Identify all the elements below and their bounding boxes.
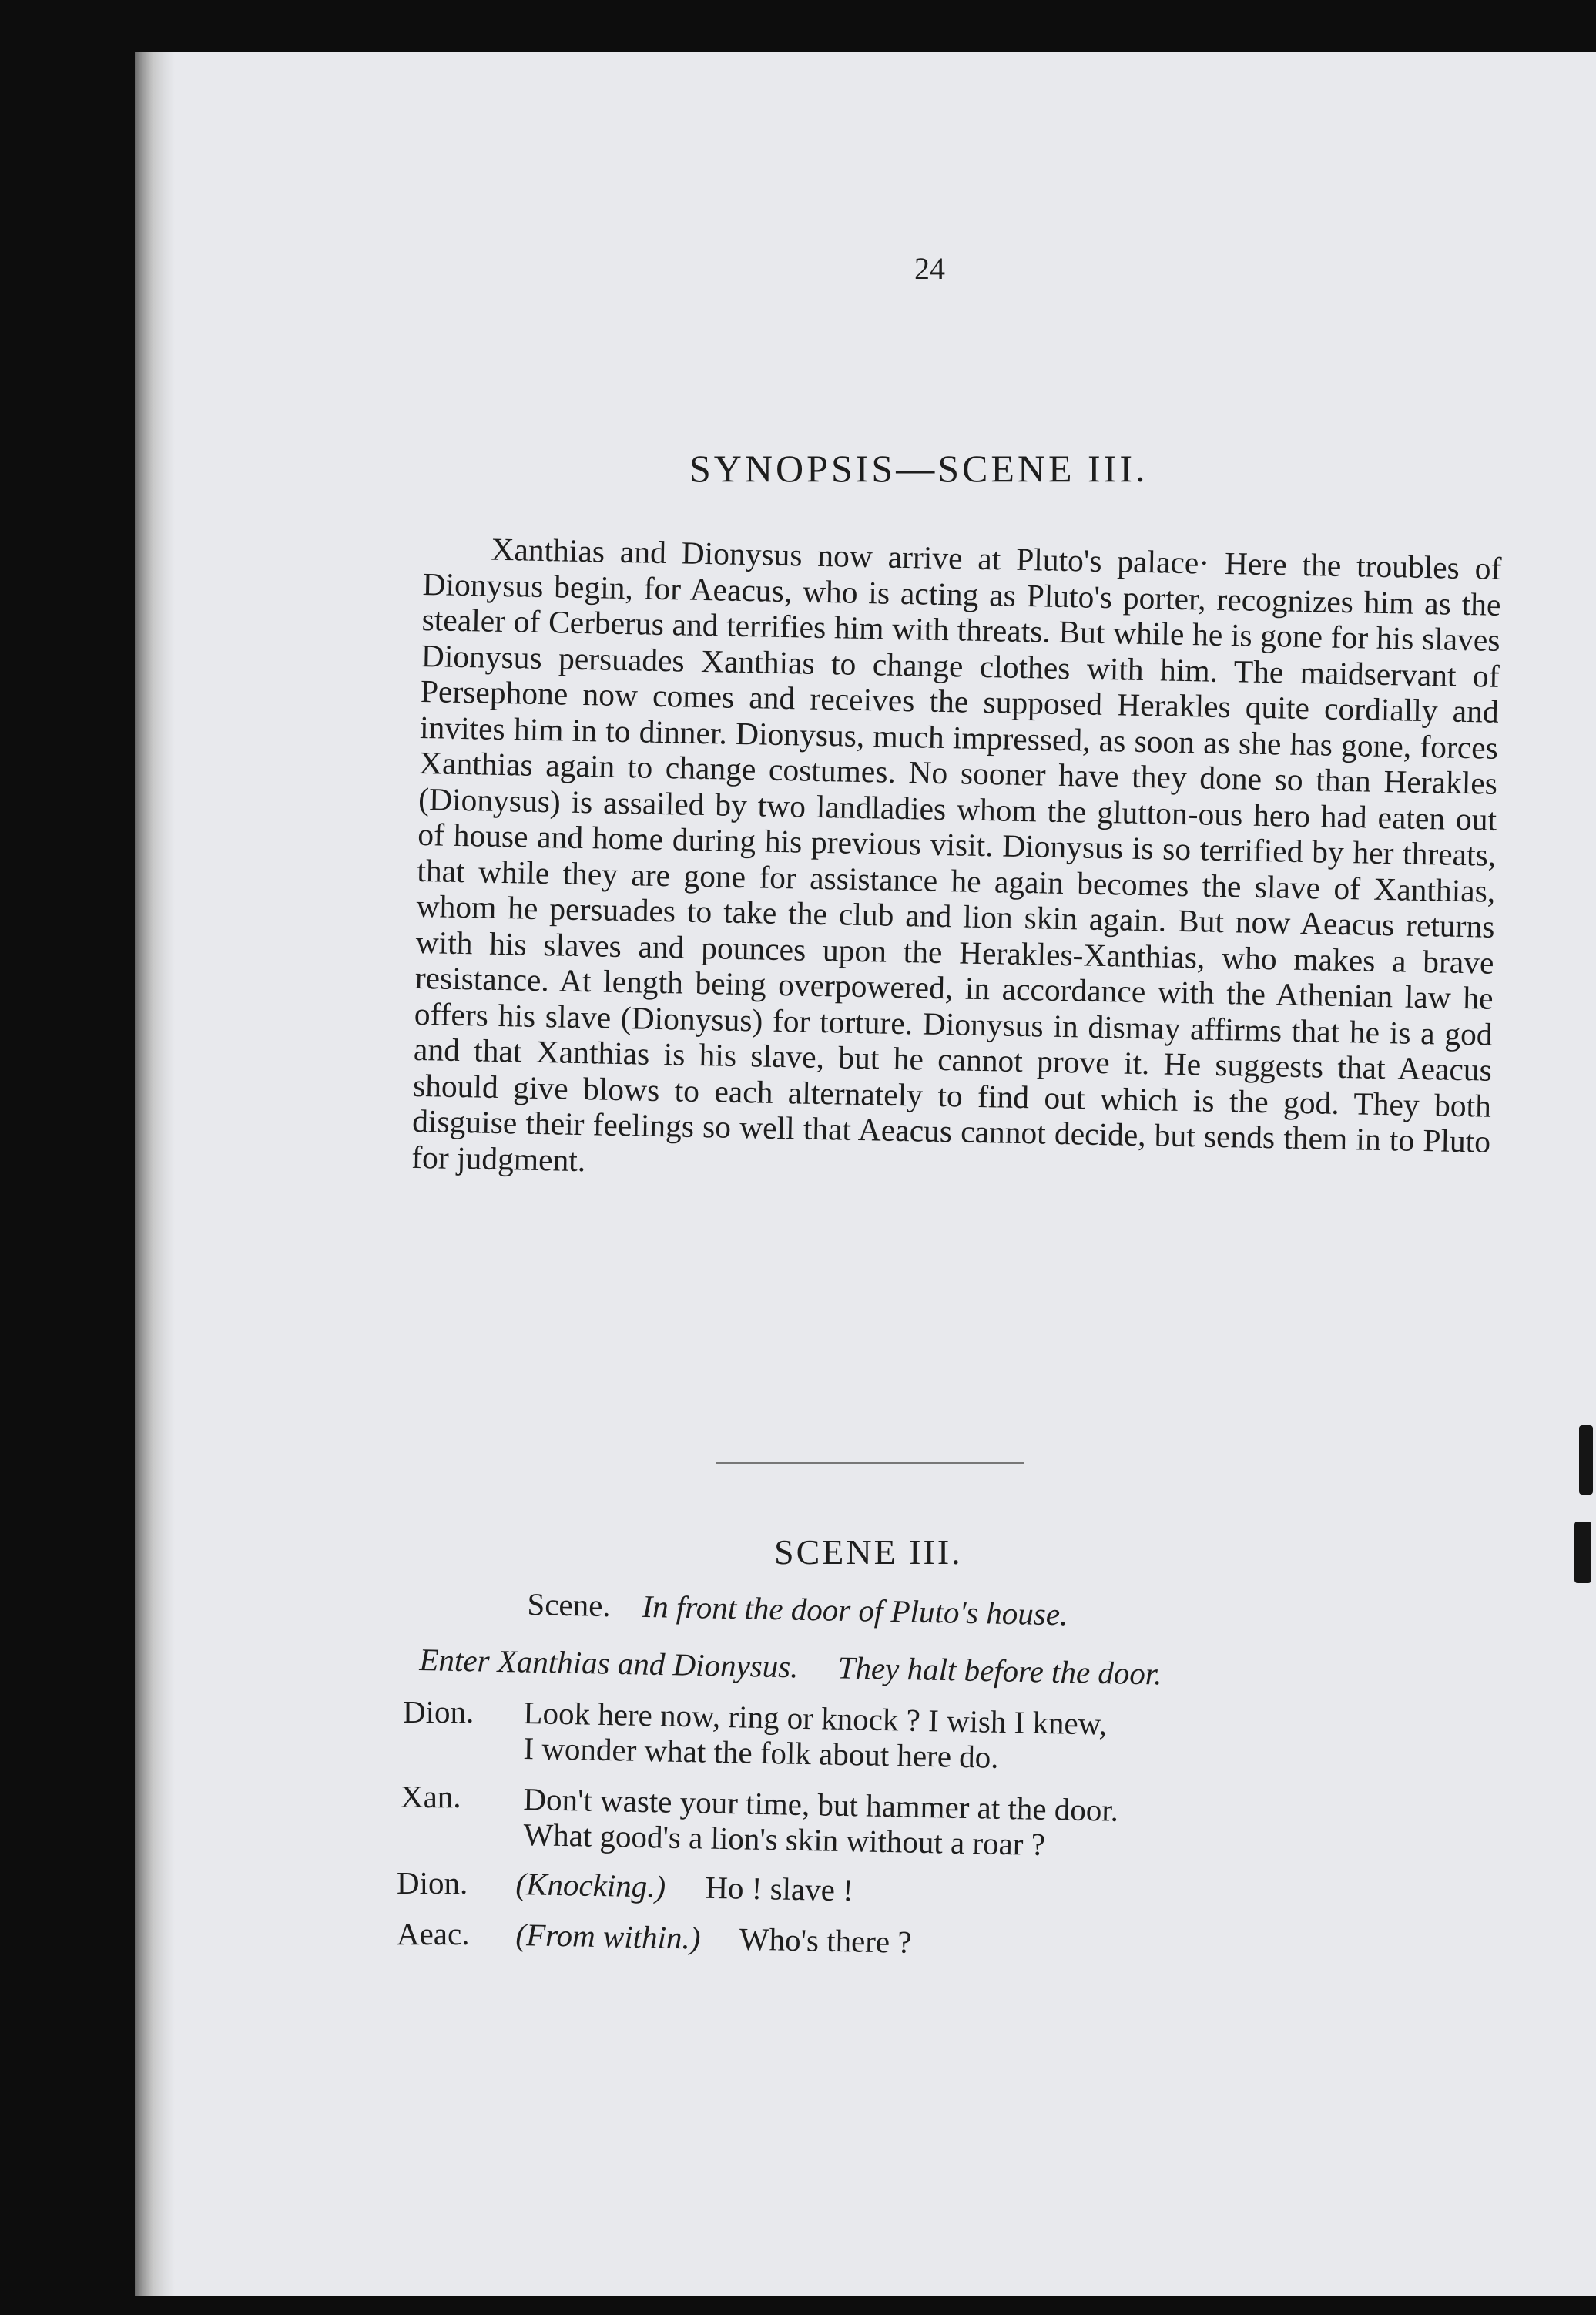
speaker-xanthias: Xan. xyxy=(401,1779,461,1814)
scene-setting xyxy=(527,1585,1068,1632)
entrance-text: Enter Xanthias and Dionysus. xyxy=(419,1641,799,1685)
dialogue-line xyxy=(515,1866,853,1907)
stage-direction: (From within.) xyxy=(515,1917,701,1956)
speaker-dionysus: Dion. xyxy=(403,1694,474,1730)
stage-direction: (Knocking.) xyxy=(515,1866,666,1904)
dialogue-line: Look here now, ring or knock ? I wish I knew, xyxy=(523,1695,1108,1742)
speaker-aeacus: Aeac. xyxy=(397,1916,470,1951)
dialogue-line: Don't waste your time, but hammer at the door. xyxy=(523,1781,1119,1828)
dialogue-line: I wonder what the folk about here do. xyxy=(523,1730,999,1775)
scan-smudge xyxy=(1574,1522,1591,1583)
dialogue-text: Who's there ? xyxy=(739,1921,913,1960)
section-divider xyxy=(716,1462,1024,1464)
stage-direction-entrance xyxy=(419,1641,1162,1693)
scene-title: SCENE III. xyxy=(774,1532,963,1572)
book-page xyxy=(135,52,1596,2296)
synopsis-title: SYNOPSIS—SCENE III. xyxy=(689,447,1148,490)
synopsis-paragraph: Xanthias and Dionysus now arrive at Pluto's palace· Here the troubles of Dionysus begin, for Aeacus, who is acting as Pluto's porter, recognizes him as the stealer of Cerberus and terrifies him with threats. But while he is gone for his slaves Dionysus persuades Xanthias to change clothes with him. The maidservant of Persephone now comes and receives the supposed Herakles quite cordially and invites him in to dinner. Dionysus, much impressed, as soon as she has gone, forces Xanthias again to change costumes. No sooner have they done so than Herakles (Dionysus) is assailed by two landladies whom the glutton-ous hero had eaten out of house and home during his previous visit. Dionysus is so terrified by her threats, that while they are gone for assistance he again becomes the slave of Xanthias, whom he persuades to take the club and lion skin again. But now Aeacus returns with his slaves and pounces upon the Herakles-Xanthias, who makes a brave resistance. At length being overpowered, in accordance with the Athenian law he offers his slave (Dionysus) for torture. Dionysus in dismay affirms that he is a god and that Xanthias is his slave, but he cannot prove it. He suggests that Aeacus should give blows to each alternately to find out which is the god. They both disguise their feelings so well that Aeacus cannot decide, but sends them in to Pluto for judgment. xyxy=(411,531,1502,1178)
entrance-action: They halt before the door. xyxy=(837,1649,1162,1692)
dialogue-text: Ho ! slave ! xyxy=(705,1869,854,1908)
page-number: 24 xyxy=(914,251,945,286)
scan-smudge xyxy=(1579,1425,1593,1495)
dialogue-line: What good's a lion's skin without a roar ? xyxy=(523,1817,1046,1862)
page-gutter xyxy=(135,52,175,2296)
page-content xyxy=(135,52,1596,2296)
setting-text: In front the door of Pluto's house. xyxy=(642,1588,1068,1632)
setting-label: Scene. xyxy=(527,1585,612,1624)
speaker-dionysus: Dion. xyxy=(397,1865,468,1901)
dialogue-line xyxy=(515,1917,912,1960)
